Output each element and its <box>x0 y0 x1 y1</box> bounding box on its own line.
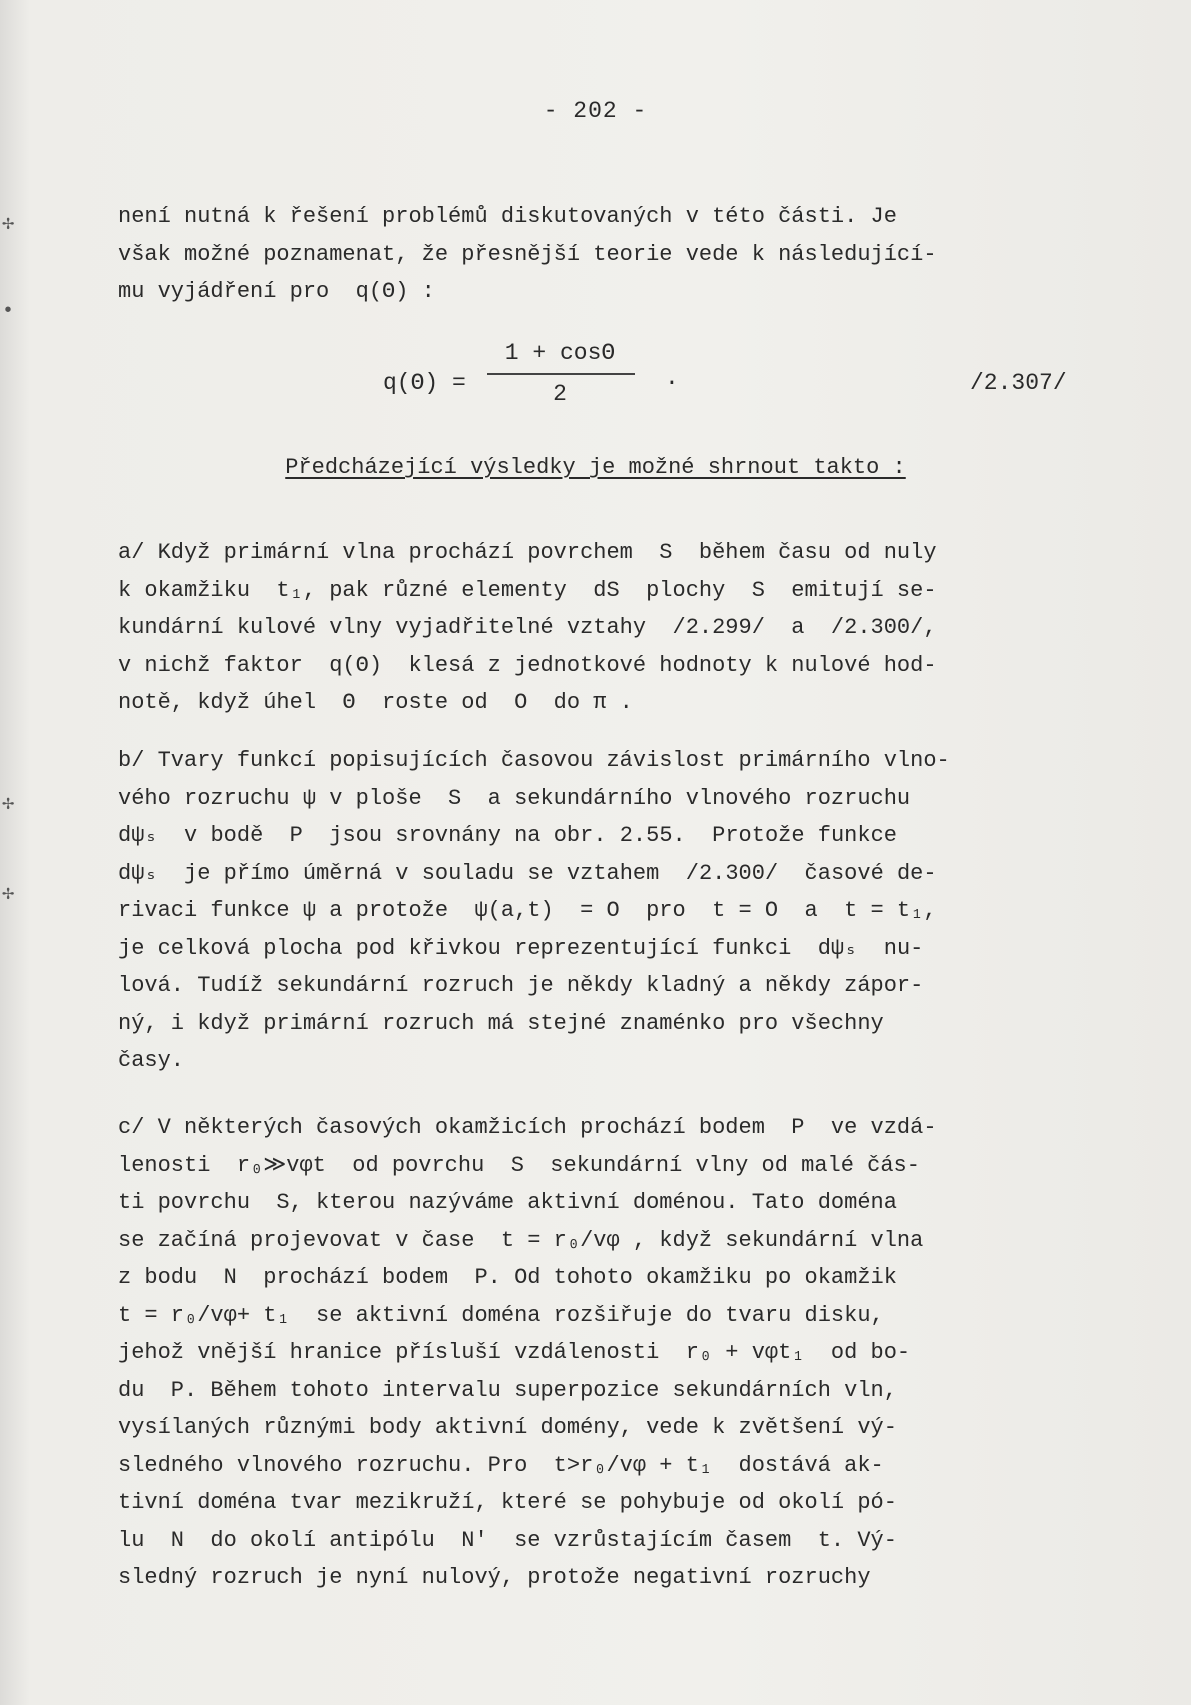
text-line: sledný rozruch je nyní nulový, protože negativní rozruchy <box>118 1565 871 1590</box>
text-line: je celková plocha pod křivkou reprezentující funkci dψₛ nu- <box>118 935 924 961</box>
text-line: v nichž faktor q(Θ) klesá z jednotkové hodnoty k nulové hod- <box>118 652 937 678</box>
page-number: - 202 - <box>543 98 648 124</box>
text-line: c/ V některých časových okamžicích prochází bodem P ve vzdá- <box>118 1115 937 1140</box>
text-line: t = r₀/vφ+ t₁ se aktivní doména rozšiřuje do tvaru disku, <box>118 1302 884 1328</box>
formula-numerator: 1 + cosΘ <box>504 340 616 366</box>
text-line: mu vyjádření pro q(Θ) : <box>118 279 435 304</box>
formula-dot: . <box>665 365 679 391</box>
text-line: lenosti r₀≫vφt od povrchu S sekundární vlny od malé čás- <box>118 1152 920 1178</box>
text-line: k okamžiku t₁, pak různé elementy dS plochy S emitují se- <box>118 577 937 603</box>
text-line: lová. Tudíž sekundární rozruch je někdy kladný a někdy zápor- <box>118 973 924 998</box>
text-line: vysílaných různými body aktivní domény, vede k zvětšení vý- <box>118 1415 897 1440</box>
intro-paragraph <box>118 198 1078 311</box>
paragraph-a <box>118 534 1078 722</box>
text-line: notě, když úhel Θ roste od O do π . <box>118 690 633 715</box>
text-line: lu N do okolí antipólu N′ se vzrůstajícím časem t. Vý- <box>118 1527 897 1553</box>
text-line: časy. <box>118 1048 185 1073</box>
text-line: ný, i když primární rozruch má stejné znaménko pro všechny <box>118 1010 884 1036</box>
text-line: však možné poznamenat, že přesnější teorie vede k následující- <box>118 241 937 267</box>
text-line: kundární kulové vlny vyjadřitelné vztahy /2.299/ a /2.300/, <box>118 615 937 640</box>
text-line: b/ Tvary funkcí popisujících časovou závislost primárního vlno- <box>118 748 950 773</box>
text-line: ti povrchu S, kterou nazýváme aktivní doménou. Tato doména <box>118 1190 897 1215</box>
text-line: dψₛ je přímo úměrná v souladu se vztahem /2.300/ časové de- <box>118 860 937 886</box>
text-line: vého rozruchu ψ v ploše S a sekundárního vlnového rozruchu <box>118 785 911 811</box>
equation-2-307 <box>375 335 1075 415</box>
text-line: dψₛ v bodě P jsou srovnány na obr. 2.55. Protože funkce <box>118 823 897 848</box>
text-line: sledného vlnového rozruchu. Pro t>r₀/vφ + t₁ dostává ak- <box>118 1452 884 1478</box>
text-line: z bodu N prochází bodem P. Od tohoto okamžiku po okamžik <box>118 1265 897 1290</box>
text-line: není nutná k řešení problémů diskutovaných v této části. Je <box>118 204 897 229</box>
margin-punch-mark: ✢ <box>2 793 15 816</box>
paragraph-b <box>118 742 1078 1080</box>
equation-number: /2.307/ <box>970 370 1067 396</box>
formula-denominator: 2 <box>553 381 567 407</box>
margin-punch-mark: • <box>2 300 15 323</box>
text-line: a/ Když primární vlna prochází povrchem S během času od nuly <box>118 540 937 565</box>
text-line: se začíná projevovat v čase t = r₀/vφ , když sekundární vlna <box>118 1227 924 1253</box>
text-line: rivaci funkce ψ a protože ψ(a,t) = O pro t = O a t = t₁, <box>118 898 937 923</box>
paragraph-c <box>118 1109 1078 1597</box>
text-line: jehož vnější hranice přísluší vzdálenosti r₀ + vφt₁ od bo- <box>118 1340 911 1365</box>
heading-text: Předcházející výsledky je možné shrnout takto : <box>285 455 906 480</box>
text-line: du P. Během tohoto intervalu superpozice sekundárních vln, <box>118 1377 897 1403</box>
fraction-bar <box>487 373 635 375</box>
section-heading <box>0 455 1191 480</box>
text-line: tivní doména tvar mezikruží, které se pohybuje od okolí pó- <box>118 1490 897 1515</box>
margin-punch-mark: ✢ <box>2 883 15 906</box>
formula-lhs: q(Θ) = <box>383 370 466 396</box>
margin-punch-mark: ✢ <box>2 213 15 236</box>
